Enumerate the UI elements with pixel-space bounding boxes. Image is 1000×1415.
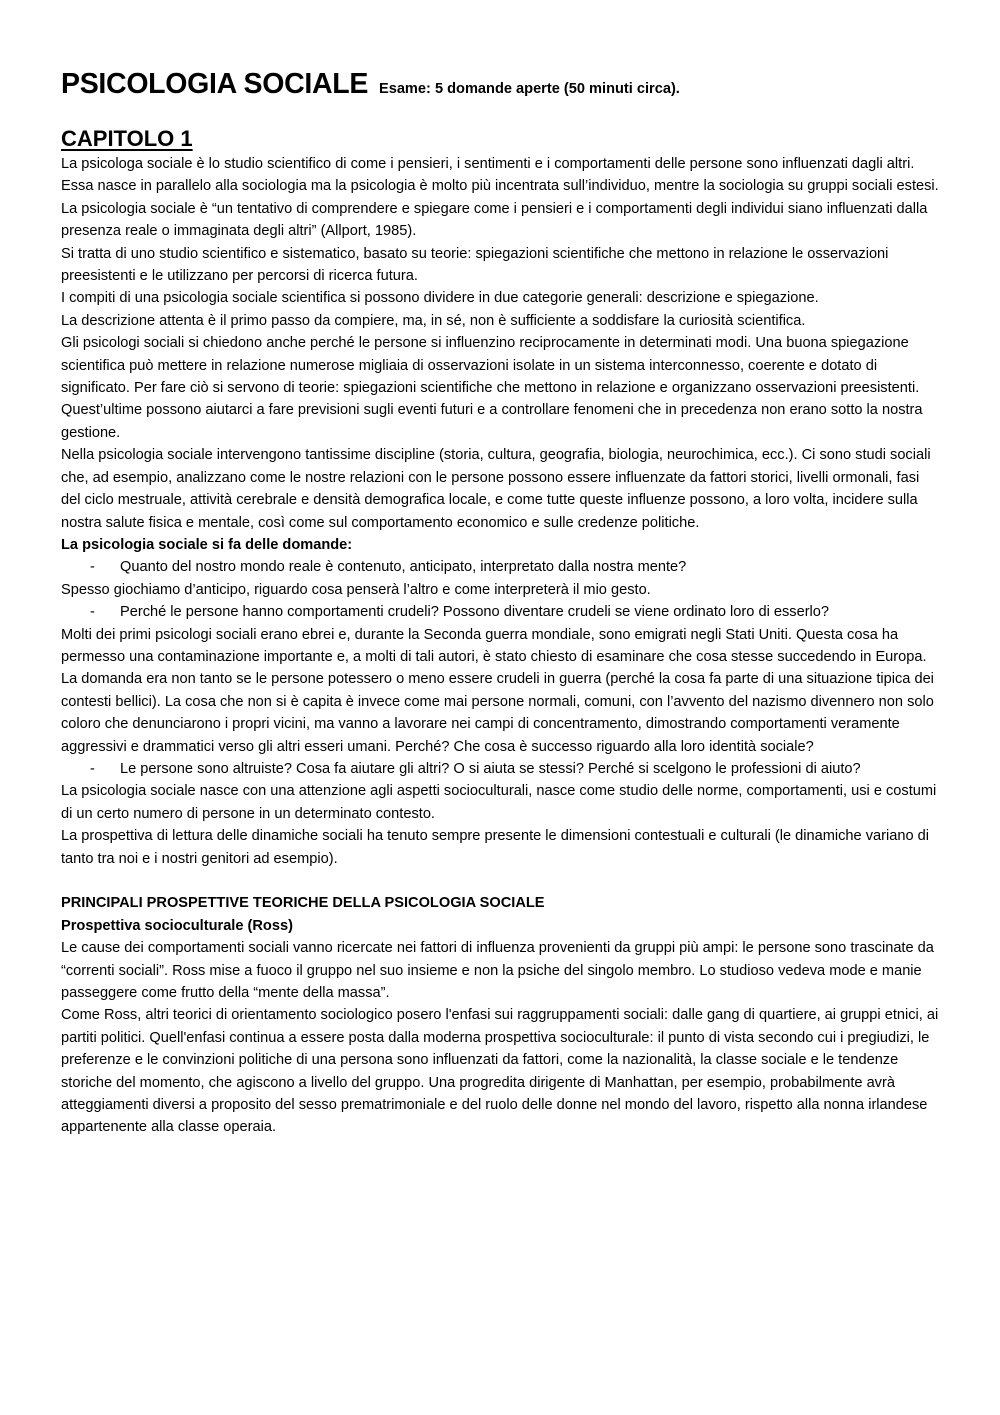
bullet-item — [61, 758, 941, 780]
paragraph: Come Ross, altri teorici di orientamento sociologico posero l'enfasi sui raggruppamenti sociali: dalle gang di quartiere, ai gruppi etnici, ai partiti politici. Quell'enfasi continua a essere posta dalla moderna prospettiva socioculturale: il punto di vista secondo cui i pregiudizi, le preferenze e le convinzioni politiche di una persona sono influenzati da fattori, come la nazionalità, la classe sociale e le tendenze storiche del momento, che agiscono a livello del gruppo. Una progredita dirigente di Manhattan, per esempio, probabilmente avrà atteggiamenti diversi a proposito del sesso prematrimoniale e del ruolo delle donne nel mondo del lavoro, rispetto alla nonna irlandese appartenente alla classe operaia. — [61, 1007, 939, 1136]
subsection-heading: Prospettiva socioculturale (Ross) — [61, 917, 293, 934]
paragraph: Si tratta di uno studio scientifico e sistematico, basato su teorie: spiegazioni scientifiche che mettono in relazione le osservazioni preesistenti e le utilizzano per percorsi di ricerca futura. — [61, 245, 889, 285]
title-line — [61, 62, 941, 109]
paragraph: La psicologia sociale è “un tentativo di comprendere e spiegare come i pensieri e i comportamenti degli individui siano influenzati dalla presenza reale o immaginata degli altri” (Allport, 1985). — [61, 200, 928, 240]
bullet-text: Le persone sono altruiste? Cosa fa aiutare gli altri? O si aiuta se stessi? Perché si scelgono le professioni di aiuto? — [120, 760, 861, 777]
paragraph: Gli psicologi sociali si chiedono anche perché le persone si influenzino reciprocamente in determinati modi. Una buona spiegazione scientifica può mettere in relazione numerose migliaia di osservazioni isolate in un sistema interconnesso, coerente e dotato di significato. Per fare ciò si servono di teorie: spiegazioni scientifiche che mettono in relazione e organizzano osservazioni preesistenti. — [61, 335, 920, 397]
paragraph: La psicologa sociale è lo studio scientifico di come i pensieri, i sentimenti e i comportamenti delle persone sono influenzati dagli altri. — [61, 156, 915, 172]
paragraph: Nella psicologia sociale intervengono tantissime discipline (storia, cultura, geografia, biologia, neurochimica, ecc.). Ci sono studi sociali che, ad esempio, analizzano come le nostre relazioni con le persone possono essere influenzate da fattori storici, livelli ormonali, fasi del ciclo mestruale, attività cerebrale e densità demografica locale, e come tutte queste influenze possono, a loro volta, incidere sulla nostra salute fisica e mentale, così come sul comportamento economico e sulle credenze politiche. — [61, 447, 931, 531]
paragraph: Spesso giochiamo d’anticipo, riguardo cosa penserà l’altro e come interpreterà il mio gesto. — [61, 581, 651, 598]
document-page — [61, 62, 941, 1139]
bullet-dash: - — [90, 604, 95, 621]
questions-heading: La psicologia sociale si fa delle domande: — [61, 536, 353, 553]
exam-note: Esame: 5 domande aperte (50 minuti circa). — [378, 81, 680, 97]
bullet-text: Quanto del nostro mondo reale è contenuto, anticipato, interpretato dalla nostra mente? — [120, 559, 687, 576]
paragraph: I compiti di una psicologia sociale scientifica si possono dividere in due categorie generali: descrizione e spiegazione. — [61, 290, 819, 307]
chapter-title: CAPITOLO 1 — [61, 126, 193, 151]
paragraph: Le cause dei comportamenti sociali vanno ricercate nei fattori di influenza provenienti da gruppi più ampi: le persone sono trascinate da “correnti sociali”. Ross mise a fuoco il gruppo nel suo insieme e non la psiche del singolo membro. Lo studioso vedeva mode e manie passeggere come frutto della “mente della massa”. — [61, 940, 934, 1002]
bullet-dash: - — [90, 760, 95, 777]
paragraph: La descrizione attenta è il primo passo da compiere, ma, in sé, non è sufficiente a soddisfare la curiosità scientifica. — [61, 312, 806, 329]
bullet-dash: - — [90, 559, 95, 576]
paragraph: Quest’ultime possono aiutarci a fare previsioni sugli eventi futuri e a controllare fenomeni che in precedenza non erano sotto la nostra gestione. — [61, 402, 923, 441]
paragraph: La psicologia sociale nasce con una attenzione agli aspetti socioculturali, nasce come studio delle norme, comportamenti, usi e costumi di un certo numero di persone in un determinato contesto. — [61, 783, 937, 822]
section-heading: PRINCIPALI PROSPETTIVE TEORICHE DELLA PSICOLOGIA SOCIALE — [61, 895, 545, 912]
bullet-text: Perché le persone hanno comportamenti crudeli? Possono diventare crudeli se viene ordinato loro di esserlo? — [120, 604, 830, 621]
bullet-item — [61, 601, 941, 623]
document-title: PSICOLOGIA SOCIALE — [61, 68, 369, 100]
paragraph: Essa nasce in parallelo alla sociologia ma la psicologia è molto più incentrata sull’individuo, mentre la sociologia su gruppi sociali estesi. — [61, 178, 939, 195]
bullet-item — [61, 556, 941, 578]
blank-line — [61, 870, 941, 892]
document-body — [61, 153, 941, 1139]
paragraph: Molti dei primi psicologi sociali erano ebrei e, durante la Seconda guerra mondiale, sono emigrati negli Stati Uniti. Questa cosa ha permesso una contaminazione importante e, a molti di tali autori, è stato chiesto di esaminare che cosa stesse succedendo in Europa. La domanda era non tanto se le persone potessero o meno essere crudeli in guerra (perché la cosa fa parte di una situazione tipica dei contesti bellici). La cosa che non si è capita è invece come mai persone normali, comuni, con l’avvento del nazismo divennero non solo coloro che denunciarono i propri vicini, ma vanno a lavorare nei campi di concentramento, dimostrando comportamenti veramente aggressivi e drammatici verso gli altri esseri umani. Perché? Che cosa è successo riguardo alla loro identità sociale? — [61, 626, 934, 755]
paragraph: La prospettiva di lettura delle dinamiche sociali ha tenuto sempre presente le dimensioni contestuali e culturali (le dinamiche variano di tanto tra noi e i nostri genitori ad esempio). — [61, 828, 930, 867]
